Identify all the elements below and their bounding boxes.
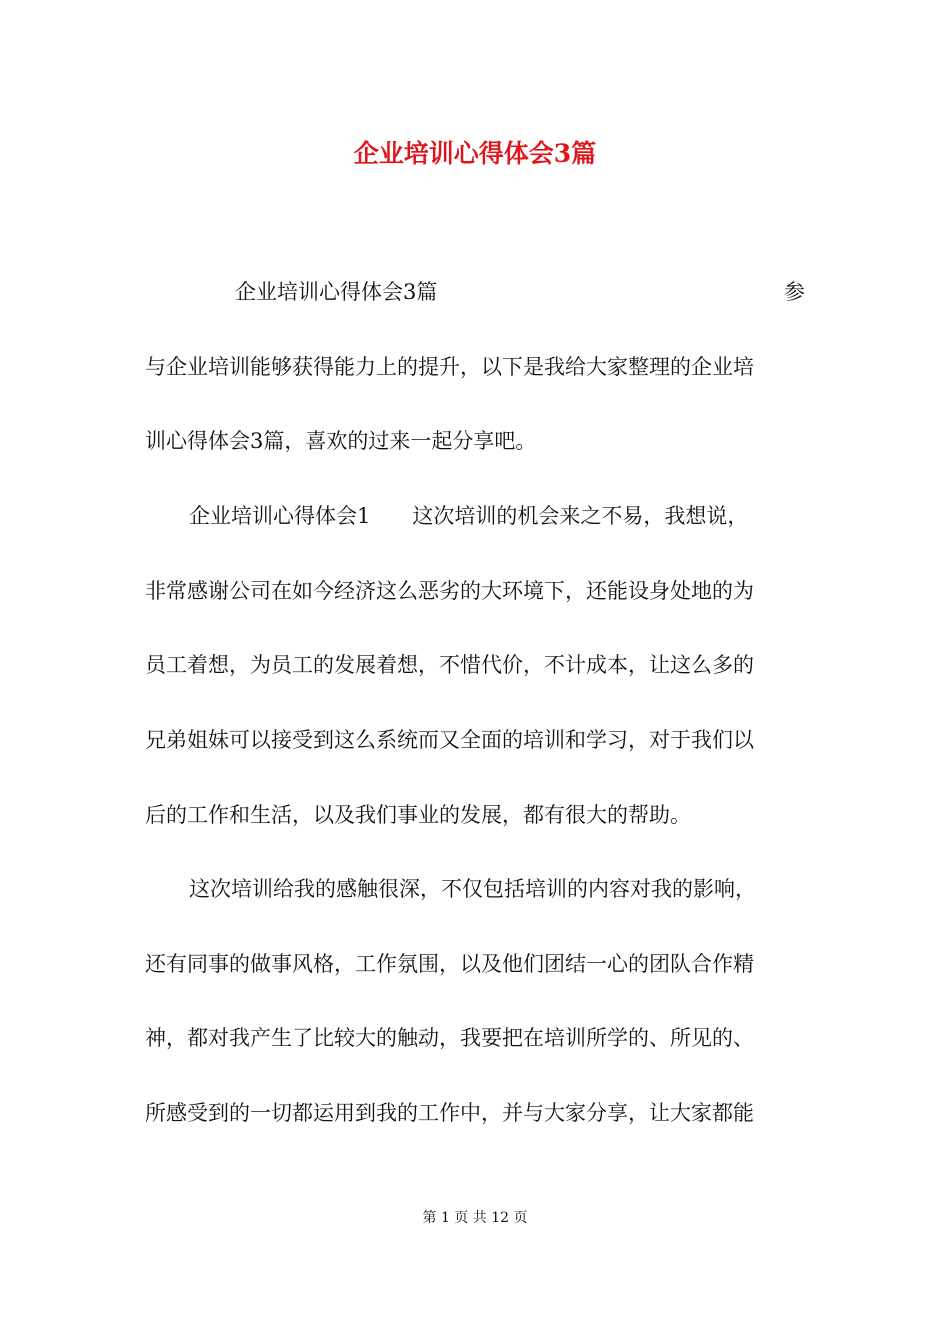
paragraph-line: 兄弟姐妹可以接受到这么系统而又全面的培训和学习，对于我们以 xyxy=(145,728,754,752)
paragraph-line: 训心得体会3篇，喜欢的过来一起分享吧。 xyxy=(145,429,537,453)
paragraph-line: 与企业培训能够获得能力上的提升，以下是我给大家整理的企业培 xyxy=(145,355,754,379)
paragraph-line: 非常感谢公司在如今经济这么恶劣的大环境下，还能设身处地的为 xyxy=(145,579,754,603)
paragraph-line: 所感受到的一切都运用到我的工作中，并与大家分享，让大家都能 xyxy=(145,1101,754,1125)
page-footer: 第 1 页 共 12 页 xyxy=(422,1210,528,1226)
paragraph-line: 这次培训给我的感触很深，不仅包括培训的内容对我的影响， xyxy=(189,877,756,901)
intro-right-char: 参 xyxy=(784,280,805,304)
paragraph-line: 企业培训心得体会1 这次培训的机会来之不易，我想说， xyxy=(189,504,749,528)
intro-heading: 企业培训心得体会3篇 xyxy=(235,280,438,304)
paragraph-line: 后的工作和生活，以及我们事业的发展，都有很大的帮助。 xyxy=(145,803,691,827)
paragraph-line: 员工着想，为员工的发展着想，不惜代价，不计成本，让这么多的 xyxy=(145,653,754,677)
paragraph-line: 还有同事的做事风格，工作氛围，以及他们团结一心的团队合作精 xyxy=(145,952,754,976)
paragraph-line: 神，都对我产生了比较大的触动，我要把在培训所学的、所见的、 xyxy=(145,1026,754,1050)
intro-heading-line xyxy=(145,276,805,308)
document-title: 企业培训心得体会3篇 xyxy=(353,139,597,168)
